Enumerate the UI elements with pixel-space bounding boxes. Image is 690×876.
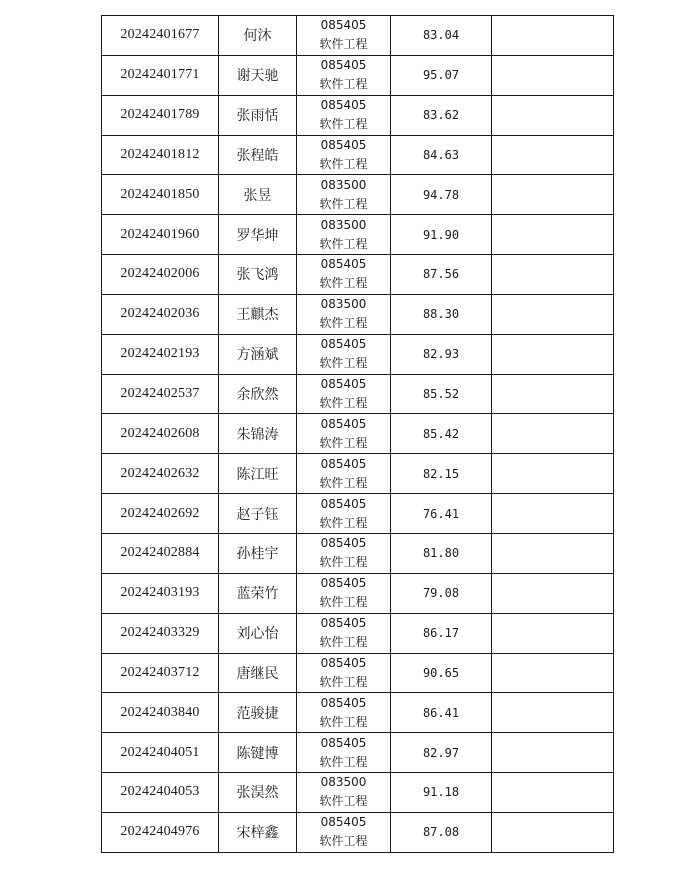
major-name: 软件工程 <box>319 754 368 769</box>
major-cell <box>297 16 391 56</box>
table-row <box>102 812 614 852</box>
major-cell <box>297 175 391 215</box>
major-cell <box>297 812 391 852</box>
major-code: 083500 <box>320 297 367 312</box>
table-row <box>102 454 614 494</box>
note-cell <box>492 653 614 693</box>
major-name: 软件工程 <box>319 236 368 251</box>
score-cell: 84.63 <box>391 135 492 175</box>
table-row <box>102 215 614 255</box>
major-code: 085405 <box>320 377 367 392</box>
major-cell <box>297 95 391 135</box>
student-name-cell: 罗华坤 <box>219 215 297 255</box>
major-name: 软件工程 <box>319 674 368 689</box>
table-row <box>102 613 614 653</box>
major-name: 软件工程 <box>319 714 368 729</box>
table-row <box>102 135 614 175</box>
major-code: 085405 <box>320 257 367 272</box>
table-row <box>102 414 614 454</box>
major-name: 软件工程 <box>319 475 368 490</box>
note-cell <box>492 812 614 852</box>
major-code: 085405 <box>320 496 367 511</box>
student-name-cell: 孙桂宇 <box>219 533 297 573</box>
major-code: 085405 <box>320 695 367 710</box>
major-cell <box>297 255 391 295</box>
table-row <box>102 494 614 534</box>
table-row <box>102 653 614 693</box>
major-code: 085405 <box>320 655 367 670</box>
major-code: 085405 <box>320 735 367 750</box>
student-name-cell: 赵子钰 <box>219 494 297 534</box>
note-cell <box>492 55 614 95</box>
note-cell <box>492 374 614 414</box>
note-cell <box>492 494 614 534</box>
table-row <box>102 773 614 813</box>
student-id-cell: 20242401771 <box>102 55 219 95</box>
student-name-cell: 王麒杰 <box>219 294 297 334</box>
major-code: 083500 <box>320 177 367 192</box>
score-cell: 94.78 <box>391 175 492 215</box>
student-name-cell: 张昱 <box>219 175 297 215</box>
score-cell: 90.65 <box>391 653 492 693</box>
major-name: 软件工程 <box>319 356 368 371</box>
major-cell <box>297 374 391 414</box>
note-cell <box>492 175 614 215</box>
score-cell: 85.42 <box>391 414 492 454</box>
student-id-cell: 20242402632 <box>102 454 219 494</box>
major-cell <box>297 215 391 255</box>
table-row <box>102 573 614 613</box>
student-name-cell: 余欣然 <box>219 374 297 414</box>
table-row <box>102 374 614 414</box>
major-cell <box>297 55 391 95</box>
major-name: 软件工程 <box>319 77 368 92</box>
major-code: 085405 <box>320 576 367 591</box>
student-id-cell: 20242403193 <box>102 573 219 613</box>
student-name-cell: 陈江旺 <box>219 454 297 494</box>
major-name: 软件工程 <box>319 794 368 809</box>
table-row <box>102 16 614 56</box>
student-name-cell: 范骏捷 <box>219 693 297 733</box>
student-id-cell: 20242403840 <box>102 693 219 733</box>
major-cell <box>297 334 391 374</box>
table-row <box>102 294 614 334</box>
major-code: 085405 <box>320 58 367 73</box>
student-id-cell: 20242401960 <box>102 215 219 255</box>
student-id-cell: 20242402193 <box>102 334 219 374</box>
score-cell: 76.41 <box>391 494 492 534</box>
major-cell <box>297 693 391 733</box>
score-cell: 95.07 <box>391 55 492 95</box>
major-cell <box>297 533 391 573</box>
student-name-cell: 张淏然 <box>219 773 297 813</box>
note-cell <box>492 733 614 773</box>
student-id-cell: 20242401812 <box>102 135 219 175</box>
score-cell: 79.08 <box>391 573 492 613</box>
major-cell <box>297 733 391 773</box>
student-name-cell: 张雨恬 <box>219 95 297 135</box>
major-cell <box>297 454 391 494</box>
student-name-cell: 张飞鸿 <box>219 255 297 295</box>
major-name: 软件工程 <box>319 515 368 530</box>
student-id-cell: 20242402884 <box>102 533 219 573</box>
score-cell: 82.15 <box>391 454 492 494</box>
major-name: 软件工程 <box>319 196 368 211</box>
table-row <box>102 533 614 573</box>
major-code: 083500 <box>320 217 367 232</box>
note-cell <box>492 573 614 613</box>
major-name: 软件工程 <box>319 156 368 171</box>
major-name: 软件工程 <box>319 555 368 570</box>
major-name: 软件工程 <box>319 595 368 610</box>
major-cell <box>297 613 391 653</box>
student-id-cell: 20242402036 <box>102 294 219 334</box>
note-cell <box>492 414 614 454</box>
note-cell <box>492 135 614 175</box>
student-name-cell: 陈键博 <box>219 733 297 773</box>
score-cell: 81.80 <box>391 533 492 573</box>
table-row <box>102 255 614 295</box>
major-name: 软件工程 <box>319 635 368 650</box>
note-cell <box>492 613 614 653</box>
note-cell <box>492 255 614 295</box>
student-name-cell: 何沐 <box>219 16 297 56</box>
major-name: 软件工程 <box>319 117 368 132</box>
score-cell: 91.18 <box>391 773 492 813</box>
table-row <box>102 175 614 215</box>
score-cell: 82.93 <box>391 334 492 374</box>
note-cell <box>492 533 614 573</box>
note-cell <box>492 773 614 813</box>
major-name: 软件工程 <box>319 435 368 450</box>
note-cell <box>492 454 614 494</box>
major-cell <box>297 414 391 454</box>
major-code: 085405 <box>320 18 367 33</box>
major-name: 软件工程 <box>319 396 368 411</box>
student-id-cell: 20242404976 <box>102 812 219 852</box>
table-body <box>102 16 614 853</box>
major-cell <box>297 573 391 613</box>
student-id-cell: 20242402006 <box>102 255 219 295</box>
major-cell <box>297 135 391 175</box>
score-cell: 86.41 <box>391 693 492 733</box>
score-cell: 85.52 <box>391 374 492 414</box>
student-id-cell: 20242404051 <box>102 733 219 773</box>
student-name-cell: 唐继民 <box>219 653 297 693</box>
note-cell <box>492 215 614 255</box>
note-cell <box>492 334 614 374</box>
student-id-cell: 20242401850 <box>102 175 219 215</box>
major-cell <box>297 294 391 334</box>
score-cell: 83.04 <box>391 16 492 56</box>
major-cell <box>297 494 391 534</box>
major-name: 软件工程 <box>319 834 368 849</box>
score-cell: 82.97 <box>391 733 492 773</box>
student-name-cell: 方涵斌 <box>219 334 297 374</box>
student-id-cell: 20242402692 <box>102 494 219 534</box>
note-cell <box>492 16 614 56</box>
major-code: 085405 <box>320 137 367 152</box>
major-name: 软件工程 <box>319 276 368 291</box>
score-table <box>101 15 614 853</box>
student-id-cell: 20242404053 <box>102 773 219 813</box>
table-row <box>102 55 614 95</box>
note-cell <box>492 294 614 334</box>
student-name-cell: 朱锦涛 <box>219 414 297 454</box>
table-row <box>102 733 614 773</box>
student-id-cell: 20242401677 <box>102 16 219 56</box>
student-name-cell: 蓝荣竹 <box>219 573 297 613</box>
score-cell: 87.56 <box>391 255 492 295</box>
score-cell: 83.62 <box>391 95 492 135</box>
major-code: 085405 <box>320 456 367 471</box>
student-id-cell: 20242402608 <box>102 414 219 454</box>
major-code: 085405 <box>320 536 367 551</box>
major-name: 软件工程 <box>319 37 368 52</box>
major-code: 083500 <box>320 775 367 790</box>
major-name: 软件工程 <box>319 316 368 331</box>
student-id-cell: 20242401789 <box>102 95 219 135</box>
student-name-cell: 张程皓 <box>219 135 297 175</box>
major-cell <box>297 653 391 693</box>
table-row <box>102 95 614 135</box>
score-cell: 91.90 <box>391 215 492 255</box>
student-id-cell: 20242403329 <box>102 613 219 653</box>
major-code: 085405 <box>320 616 367 631</box>
score-cell: 87.08 <box>391 812 492 852</box>
major-code: 085405 <box>320 337 367 352</box>
student-name-cell: 宋梓鑫 <box>219 812 297 852</box>
major-code: 085405 <box>320 416 367 431</box>
table-row <box>102 334 614 374</box>
note-cell <box>492 95 614 135</box>
student-id-cell: 20242403712 <box>102 653 219 693</box>
major-code: 085405 <box>320 98 367 113</box>
student-name-cell: 谢天驰 <box>219 55 297 95</box>
score-cell: 86.17 <box>391 613 492 653</box>
major-code: 085405 <box>320 815 367 830</box>
student-id-cell: 20242402537 <box>102 374 219 414</box>
major-cell <box>297 773 391 813</box>
student-name-cell: 刘心怡 <box>219 613 297 653</box>
table-row <box>102 693 614 733</box>
score-cell: 88.30 <box>391 294 492 334</box>
note-cell <box>492 693 614 733</box>
